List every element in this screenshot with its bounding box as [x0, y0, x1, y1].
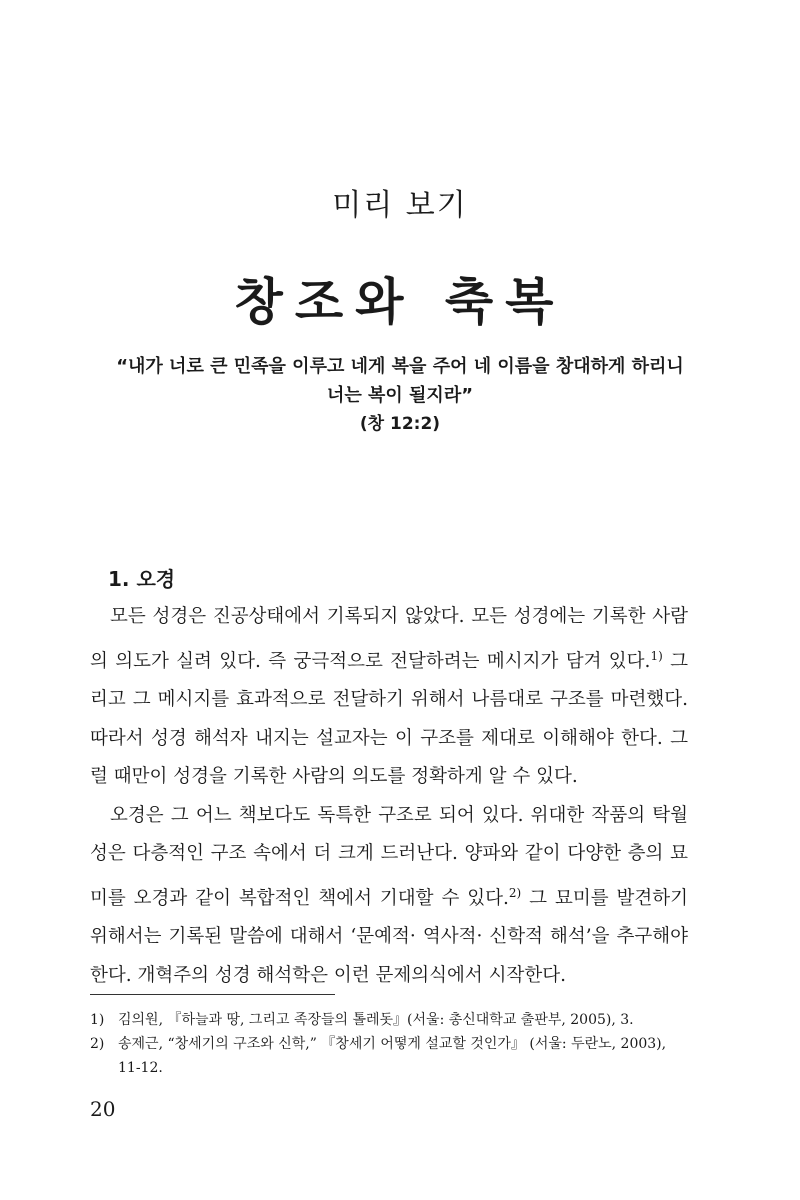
footnotes: [90, 1008, 690, 1080]
paragraph-2-text-b: 그 묘미를 발견하기 위해서는 기록된 말씀에 대해서 ‘문예적· 역사적· 신학적 해석’을 추구해야 한다. 개혁주의 성경 해석학은 이런 문제의식에서 시작한다.: [90, 887, 688, 986]
footnote-text: 김의원, 『하늘과 땅, 그리고 족장들의 톨레돗』(서울: 총신대학교 출판부, 2005), 3.: [118, 1012, 634, 1028]
footnote-divider: [90, 994, 335, 995]
footnote-number: 1): [90, 1012, 105, 1028]
epigraph: [60, 352, 740, 439]
body-text: [90, 598, 688, 995]
paragraph-2-text-a: 오경은 그 어느 책보다도 독특한 구조로 되어 있다. 위대한 작품의 탁월성은 다층적인 구조 속에서 더 크게 드러난다. 양파와 같이 다양한 층의 묘미를 오경과 같이 복합적인 책에서 기대할 수 있다.: [90, 804, 688, 909]
paragraph-2: [90, 797, 688, 996]
footnote-item: [90, 1008, 690, 1032]
footnote-number: 2): [90, 1036, 105, 1052]
section-heading: 1. 오경: [108, 567, 176, 591]
epigraph-reference: (창 12:2): [359, 414, 441, 434]
paragraph-1-text-a: 모든 성경은 진공상태에서 기록되지 않았다. 모든 성경에는 기록한 사람의 의도가 실려 있다. 즉 궁극적으로 전달하려는 메시지가 담겨 있다.: [90, 606, 688, 672]
footnote-text: 송제근, “창세기의 구조와 신학,” 『창세기 어떻게 설교할 것인가』 (서울: 두란노, 2003), 11-12.: [118, 1036, 667, 1076]
footnote-ref-1: 1): [650, 648, 663, 663]
page-number: 20: [90, 1097, 116, 1121]
epigraph-line-2: 너는 복이 될지라”: [326, 385, 474, 406]
footnote-item: [90, 1032, 690, 1080]
preview-label: 미리 보기: [332, 188, 468, 223]
footnote-ref-2: 2): [508, 885, 522, 900]
paragraph-1: [90, 598, 688, 797]
chapter-title: 창조와 축복: [234, 273, 566, 331]
epigraph-line-1: “내가 너로 큰 민족을 이루고 네게 복을 주어 네 이름을 창대하게 하리니: [116, 356, 684, 377]
paragraph-1-text-b: 그리고 그 메시지를 효과적으로 전달하기 위해서 나름대로 구조를 마련했다. 따라서 성경 해석자 내지는 설교자는 이 구조를 제대로 이해해야 한다. 그럴 때만이 성경을 기록한 사람의 의도를 정확하게 알 수 있다.: [90, 650, 688, 787]
